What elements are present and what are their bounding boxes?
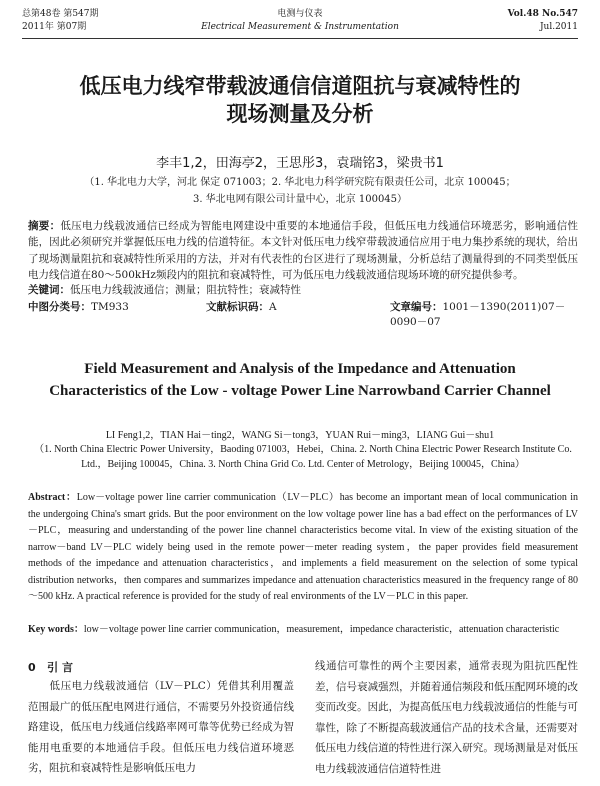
abstract-text: 低压电力线载波通信已经成为智能电网建设中重要的本地通信手段，但低压电力线通信环境恶劣，影响通信性能，因此必须研究并掌握低压电力线的信道特征。本文针对低压电力线窄带载波通信应用于电力集抄系统的现状，给出了现场测量阻抗和衰减特性所采用的方法，并对有代表性的台区进行了现场测量，分析总结了测量得到的不同类型低压电力线信道在80～500kHz频段内的阻抗和衰减特性，可为低压电力线载波通信现场环境的研究提供参考。 xyxy=(28,220,579,282)
keywords-chinese xyxy=(28,282,578,298)
header-issue: 总第48卷 第547期 2011年 第07期 xyxy=(22,9,99,32)
keywords-english-label: Key words： xyxy=(28,624,84,635)
authors-english: LI Feng1,2，TIAN Hai－ting2，WANG Si－tong3，YUAN Rui－ming3，LIANG Gui－shu1 xyxy=(105,430,495,441)
title-chinese: 低压电力线窄带载波通信信道阻抗与衰减特性的 现场测量及分析 xyxy=(79,74,521,126)
section-heading: 0 引 言 xyxy=(28,661,73,674)
header-volume: Vol.48 No.547 Jul.2011 xyxy=(507,9,578,32)
header-journal: 电测与仪表 Electrical Measurement & Instrumentation xyxy=(201,9,399,32)
keywords-text: 低压电力线载波通信；测量；阻抗特性；衰减特性 xyxy=(70,284,301,296)
abstract-chinese xyxy=(28,218,578,284)
affiliations-chinese: （1. 华北电力大学，河北 保定 071003；2. 华北电力科学研究院有限责任公司，北京 100045； 3. 华北电网有限公司计量中心，北京 100045） xyxy=(84,177,516,205)
abstract-english-label: Abstract： xyxy=(28,492,77,503)
affiliations-english: （1. North China Electric Power University，Baoding 071003，Hebei，China. 2. North China Electric Power Research Institute Co. Ltd.，Beijing 100045，China. 3. North China Grid Co. Ltd. Center of Metrology，Beijing 100045，China） xyxy=(34,444,572,470)
body-column-left: 低压电力线载波通信（LV－PLC）凭借其利用覆盖范围最广的低压配电网进行通信，不需要另外投资通信线路建设，低压电力线通信线路率网可靠等优势已经成为智能用电重要的本地通信手段。但低压电力线信道环境恶劣，阻抗和衰减特性是影响低压电力 xyxy=(28,680,294,774)
title-english: Field Measurement and Analysis of the Impedance and Attenuation Characteristics of the Low - voltage Power Line Narrowband Carrier Channel xyxy=(49,361,551,399)
abstract-english xyxy=(28,490,578,606)
keywords-label: 关键词： xyxy=(28,284,70,296)
abstract-label: 摘要： xyxy=(28,220,61,232)
keywords-english xyxy=(28,622,578,638)
authors-chinese: 李丰1,2，田海亭2，王思彤3，袁瑞铭3，梁贵书1 xyxy=(156,156,444,171)
body-column-right: 线通信可靠性的两个主要因素，通常表现为阻抗匹配性差，信号衰减强烈，并随着通信频段和低压配网环境的改变而改变。因此，为提高低压电力线载波通信的性能与可靠性，除了不断提高载波通信产品的技术含量，还需要对低压电力线信道的特性进行深入研究。现场测量是对低压电力线载波通信信道特性进 xyxy=(315,660,578,775)
abstract-english-text: Low－voltage power line carrier communication（LV－PLC）has become an important mean of local communication in the undergoing China's smart grids. But the poor environment on the low voltage power line has a bad effect on the performances of LV－PLC，measuring and understanding of the power line channel characteristics become vital. In view of the existing situation of the narrow－band LV－PLC widely being used in the remote power－meter reading system，the paper provides field measurement methods of the impedance and attenuation characteristics，and implements a field measurement on the selection of some typical distribution networks，then compares and summarizes impedance and attenuation characteristics measured in the frequency range of 80～500 kHz. A practical reference is provided for the study of real environments of the LV－PLC in this paper. xyxy=(28,492,578,602)
header-rule xyxy=(22,38,578,39)
keywords-english-text: low－voltage power line carrier communication，measurement，impedance characteristic，attenuation characteristic xyxy=(83,624,560,635)
